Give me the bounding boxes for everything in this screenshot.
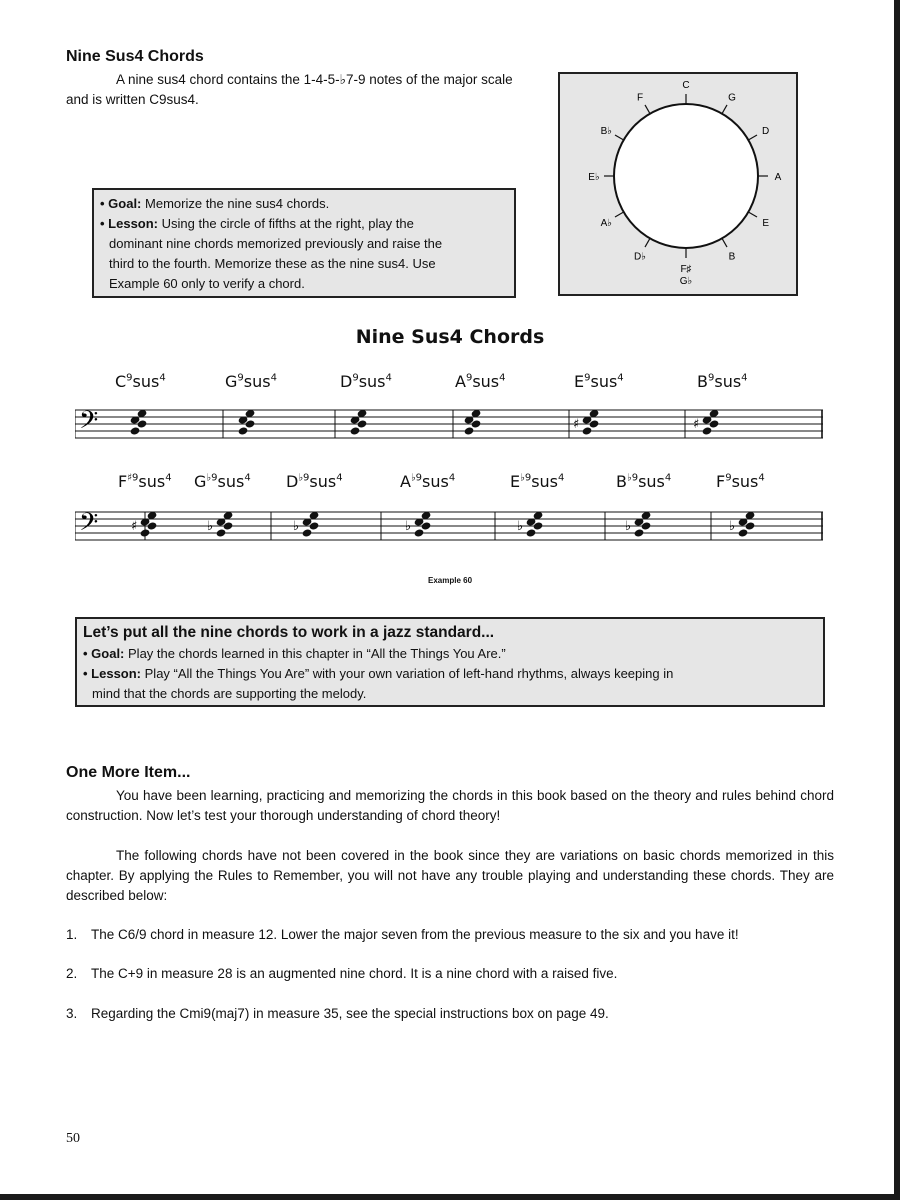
lesson-label: • Lesson:	[83, 666, 142, 681]
chord-name: $E^9sus^4$	[574, 372, 624, 391]
chord-name: $C^9sus^4$	[115, 372, 166, 391]
chord-name: $F^9sus^4$	[716, 472, 765, 491]
note-head	[526, 528, 537, 537]
chord-name: $G^9sus^4$	[225, 372, 277, 391]
tick-mark	[645, 238, 650, 247]
note-head	[634, 528, 645, 537]
bass-clef-icon: 𝄢	[79, 406, 99, 441]
chord-name: $A^{♭9}sus^4$	[400, 472, 456, 491]
key-label: C	[682, 80, 690, 91]
section-intro: A nine sus4 chord contains the 1-4-5-♭7-9 notes of the major scale and is written C9sus4.	[66, 72, 513, 107]
accidental-icon: ♭	[293, 519, 300, 534]
example-label: Example 60	[427, 576, 473, 585]
list-item: 1. The C6/9 chord in measure 12. Lower the major seven from the previous measure to the six and you have it!	[66, 927, 739, 942]
accidental-icon: ♭	[405, 519, 412, 534]
lesson-text: mind that the chords are supporting the melody.	[92, 686, 367, 701]
accidental-icon: ♭	[625, 519, 632, 534]
lesson-text: Using the circle of fifths at the right, play the	[161, 216, 414, 231]
note-head	[140, 528, 151, 537]
list-item: 3. Regarding the Cmi9(maj7) in measure 35, see the special instructions box on page 49.	[66, 1006, 609, 1021]
chord-name: $F^{♯9}sus^4$	[118, 472, 172, 491]
chord-notes	[729, 511, 755, 538]
circle-of-fifths-diagram	[560, 74, 796, 294]
goal-lesson-box	[92, 188, 516, 298]
chord-name: $B^9sus^4$	[697, 372, 748, 391]
tick-mark	[645, 105, 650, 114]
bass-staff-row-1	[75, 396, 825, 456]
tick-mark	[748, 135, 757, 140]
chart-title: Nine Sus4 Chords	[355, 326, 545, 348]
lesson-text: dominant nine chords memorized previously and raise the	[109, 236, 443, 251]
note-head	[238, 426, 249, 435]
note-head	[302, 528, 313, 537]
paragraph: The following chords have not been covered in the book since they are variations on basic chords memorized in this chapter. By applying the Rules to Remember, you will not have any trouble playing and understanding these chords. They are described below:	[66, 848, 834, 903]
chord-notes	[350, 409, 368, 436]
note-head	[414, 528, 425, 537]
chord-notes	[517, 511, 543, 538]
note-head	[350, 426, 361, 435]
key-label: A♭	[600, 218, 613, 229]
chord-notes	[573, 409, 599, 436]
chord-notes	[131, 511, 157, 538]
list-item: 2. The C+9 in measure 28 is an augmented nine chord. It is a nine chord with a raised five.	[66, 966, 618, 981]
note-head	[130, 426, 141, 435]
box-heading: Let’s put all the nine chords to work in a jazz standard...	[83, 624, 495, 641]
goal-label: • Goal:	[100, 196, 142, 211]
note-head	[464, 426, 475, 435]
key-label: E	[762, 218, 770, 229]
lesson-text: Example 60 only to verify a chord.	[109, 276, 305, 291]
key-label: D	[762, 126, 770, 137]
section-title: Nine Sus4 Chords	[66, 48, 204, 65]
chord-notes	[693, 409, 719, 436]
page-number: 50	[66, 1131, 80, 1146]
chord-name: $A^9sus^4$	[455, 372, 506, 391]
chord-notes	[625, 511, 651, 538]
lesson-text: Play “All the Things You Are” with your own variation of left-hand rhythms, always keeping in	[144, 666, 674, 681]
chord-notes	[464, 409, 482, 436]
chord-notes	[238, 409, 256, 436]
chord-name: $E^{♭9}sus^4$	[510, 472, 565, 491]
lesson-label: • Lesson:	[100, 216, 159, 231]
lesson-text: third to the fourth. Memorize these as the nine sus4. Use	[109, 256, 436, 271]
tick-mark	[722, 238, 727, 247]
page-edge-bottom	[0, 1194, 900, 1200]
key-label: E♭	[588, 172, 600, 183]
key-label-enharmonic: G♭	[679, 276, 693, 287]
note-head	[702, 426, 713, 435]
page-edge-right	[894, 0, 900, 1200]
chord-notes	[293, 511, 319, 538]
key-label: B♭	[600, 126, 613, 137]
key-label: A	[774, 172, 782, 183]
bass-clef-icon: 𝄢	[79, 508, 99, 543]
goal-text: Memorize the nine sus4 chords.	[145, 196, 330, 211]
goal-text: Play the chords learned in this chapter in “All the Things You Are.”	[128, 646, 506, 661]
goal-label: • Goal:	[83, 646, 125, 661]
circle-of-fifths-box	[558, 72, 798, 296]
accidental-icon: ♭	[207, 519, 214, 534]
accidental-icon: ♭	[729, 519, 736, 534]
key-label: F	[636, 92, 644, 104]
chord-name: $D^{♭9}sus^4$	[286, 472, 343, 491]
note-head	[738, 528, 749, 537]
tick-mark	[722, 105, 727, 114]
key-label: F♯	[680, 264, 692, 275]
circle-outline	[614, 104, 758, 248]
accidental-icon: ♯	[573, 417, 580, 432]
section-title: One More Item...	[66, 764, 191, 781]
accidental-icon: ♯	[693, 417, 700, 432]
jazz-standard-box	[75, 617, 825, 707]
accidental-icon: ♯	[131, 519, 138, 534]
paragraph: You have been learning, practicing and memorizing the chords in this book based on the theory and rules behind chord construction. Now let’s test your thorough understanding of chord theory!	[66, 788, 834, 823]
chord-name: $B^{♭9}sus^4$	[616, 472, 672, 491]
key-label: B	[728, 251, 736, 263]
chord-notes	[405, 511, 431, 538]
chord-notes	[130, 409, 148, 436]
note-head	[582, 426, 593, 435]
key-label: G	[728, 92, 736, 104]
chord-name: $G^{♭9}sus^4$	[194, 472, 251, 491]
accidental-icon: ♭	[517, 519, 524, 534]
chord-name: $D^9sus^4$	[340, 372, 392, 391]
chord-notes	[207, 511, 233, 538]
tick-mark	[615, 135, 624, 140]
note-head	[216, 528, 227, 537]
tick-mark	[748, 212, 757, 217]
key-label: D♭	[634, 251, 646, 263]
tick-mark	[615, 212, 624, 217]
bass-staff-row-2	[75, 498, 825, 558]
